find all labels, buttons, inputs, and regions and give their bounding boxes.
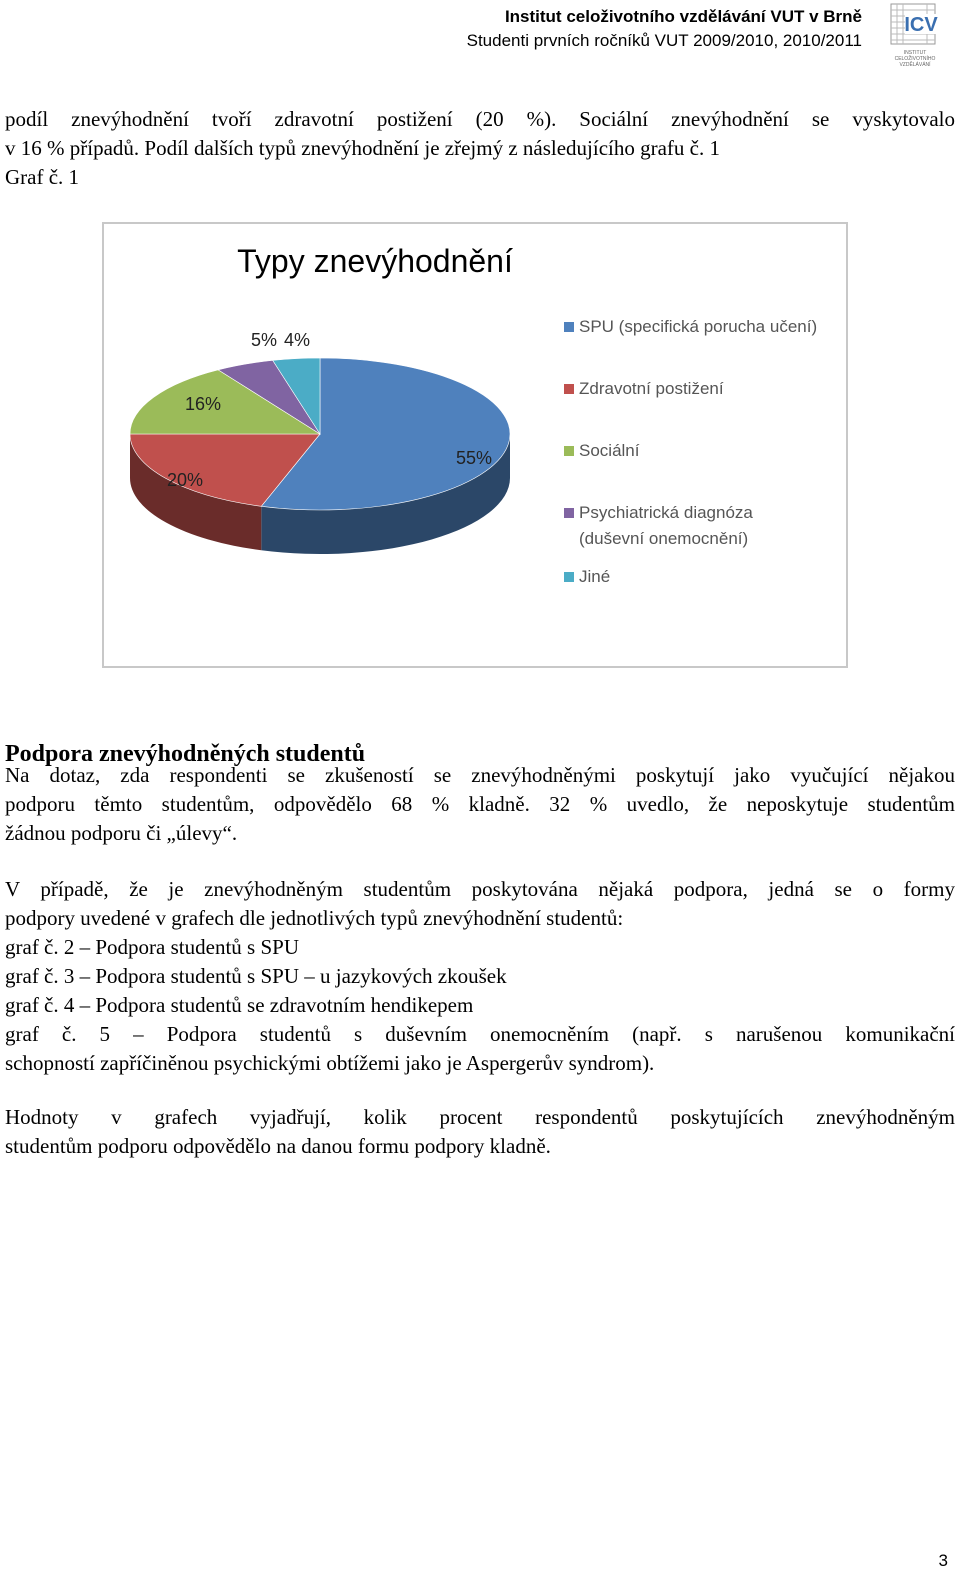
page-number: 3 bbox=[938, 1551, 948, 1570]
support-paragraph-2 bbox=[5, 875, 955, 1078]
intro-line-2: v 16 % případů. Podíl dalších typů znevýhodnění je zřejmý z následujícího grafu č. 1 bbox=[5, 136, 720, 160]
support-p3-line-1: Hodnoty v grafech vyjadřují, kolik procent respondentů poskytujících znevýhodněným bbox=[5, 1105, 955, 1129]
data-label-2: 16% bbox=[184, 394, 222, 414]
support-p1-line-2: podporu těmto studentům, odpovědělo 68 % kladně. 32 % uvedlo, že neposkytuje studentům bbox=[5, 792, 955, 816]
data-label-3: 5% bbox=[250, 330, 278, 350]
legend-swatch-4 bbox=[564, 572, 574, 582]
support-paragraph-1 bbox=[5, 761, 955, 848]
support-p2-line-1: V případě, že je znevýhodněným studentům poskytována nějaká podpora, jedná se o formy bbox=[5, 877, 955, 901]
support-paragraph-3 bbox=[5, 1103, 955, 1161]
svg-text:VZDĚLÁVÁNÍ: VZDĚLÁVÁNÍ bbox=[899, 62, 931, 68]
graph-list-item-5: graf č. 5 – Podpora studentů s duševním onemocněním (např. s narušenou komunikační bbox=[5, 1022, 955, 1046]
chart-title: Typy znevýhodnění bbox=[237, 243, 513, 279]
chart-caption: Graf č. 1 bbox=[5, 165, 80, 189]
support-p3-line-2: studentům podporu odpovědělo na danou formu podpory kladně. bbox=[5, 1134, 551, 1158]
logo-text: ICV bbox=[904, 14, 938, 36]
graph-list-item-4: graf č. 4 – Podpora studentů se zdravotním hendikepem bbox=[5, 993, 474, 1017]
icv-logo bbox=[887, 2, 943, 68]
section-heading: Podpora znevýhodněných studentů bbox=[5, 741, 366, 767]
legend-swatch-3 bbox=[564, 508, 574, 518]
legend-label-2: Sociální bbox=[579, 441, 640, 460]
intro-line-1: podíl znevýhodnění tvoří zdravotní postižení (20 %). Sociální znevýhodnění se vyskytovalo bbox=[5, 107, 955, 131]
legend-label-3: Psychiatrická diagnóza bbox=[579, 503, 753, 522]
legend-label-1: Zdravotní postižení bbox=[579, 379, 724, 398]
legend-label-3: (duševní onemocnění) bbox=[579, 529, 749, 548]
pie-chart-frame bbox=[102, 222, 848, 668]
legend-label-0: SPU (specifická porucha učení) bbox=[579, 317, 818, 336]
page-header bbox=[0, 0, 960, 70]
legend-swatch-2 bbox=[564, 446, 574, 456]
data-label-4: 4% bbox=[283, 330, 311, 350]
support-p1-line-3: žádnou podporu či „úlevy“. bbox=[5, 821, 238, 845]
svg-text:CELOŽIVOTNÍHO: CELOŽIVOTNÍHO bbox=[894, 56, 936, 62]
logo-caption: INSTITUT bbox=[903, 50, 927, 56]
graph-list-item-3: graf č. 3 – Podpora studentů s SPU – u jazykových zkoušek bbox=[5, 964, 507, 988]
intro-paragraph bbox=[5, 105, 955, 192]
data-label-1: 20% bbox=[166, 470, 204, 490]
data-label-0: 55% bbox=[455, 448, 493, 468]
legend-swatch-1 bbox=[564, 384, 574, 394]
pie-chart bbox=[104, 224, 846, 666]
header-institution: Institut celoživotního vzdělávání VUT v Brně bbox=[504, 7, 862, 26]
legend-label-4: Jiné bbox=[579, 567, 611, 586]
graph-list-item-2: graf č. 2 – Podpora studentů s SPU bbox=[5, 935, 299, 959]
header-subtitle: Studenti prvních ročníků VUT 2009/2010, 2010/2011 bbox=[466, 31, 862, 50]
support-p1-line-1: Na dotaz, zda respondenti se zkušeností se znevýhodněnými poskytují jako vyučující nějakou bbox=[5, 763, 955, 787]
support-p2-line-7: schopností zapříčiněnou psychickými obtížemi jako je Aspergerův syndrom). bbox=[5, 1051, 655, 1075]
support-p2-line-2: podpory uvedené v grafech dle jednotlivých typů znevýhodnění studentů: bbox=[5, 906, 624, 930]
legend-swatch-0 bbox=[564, 322, 574, 332]
